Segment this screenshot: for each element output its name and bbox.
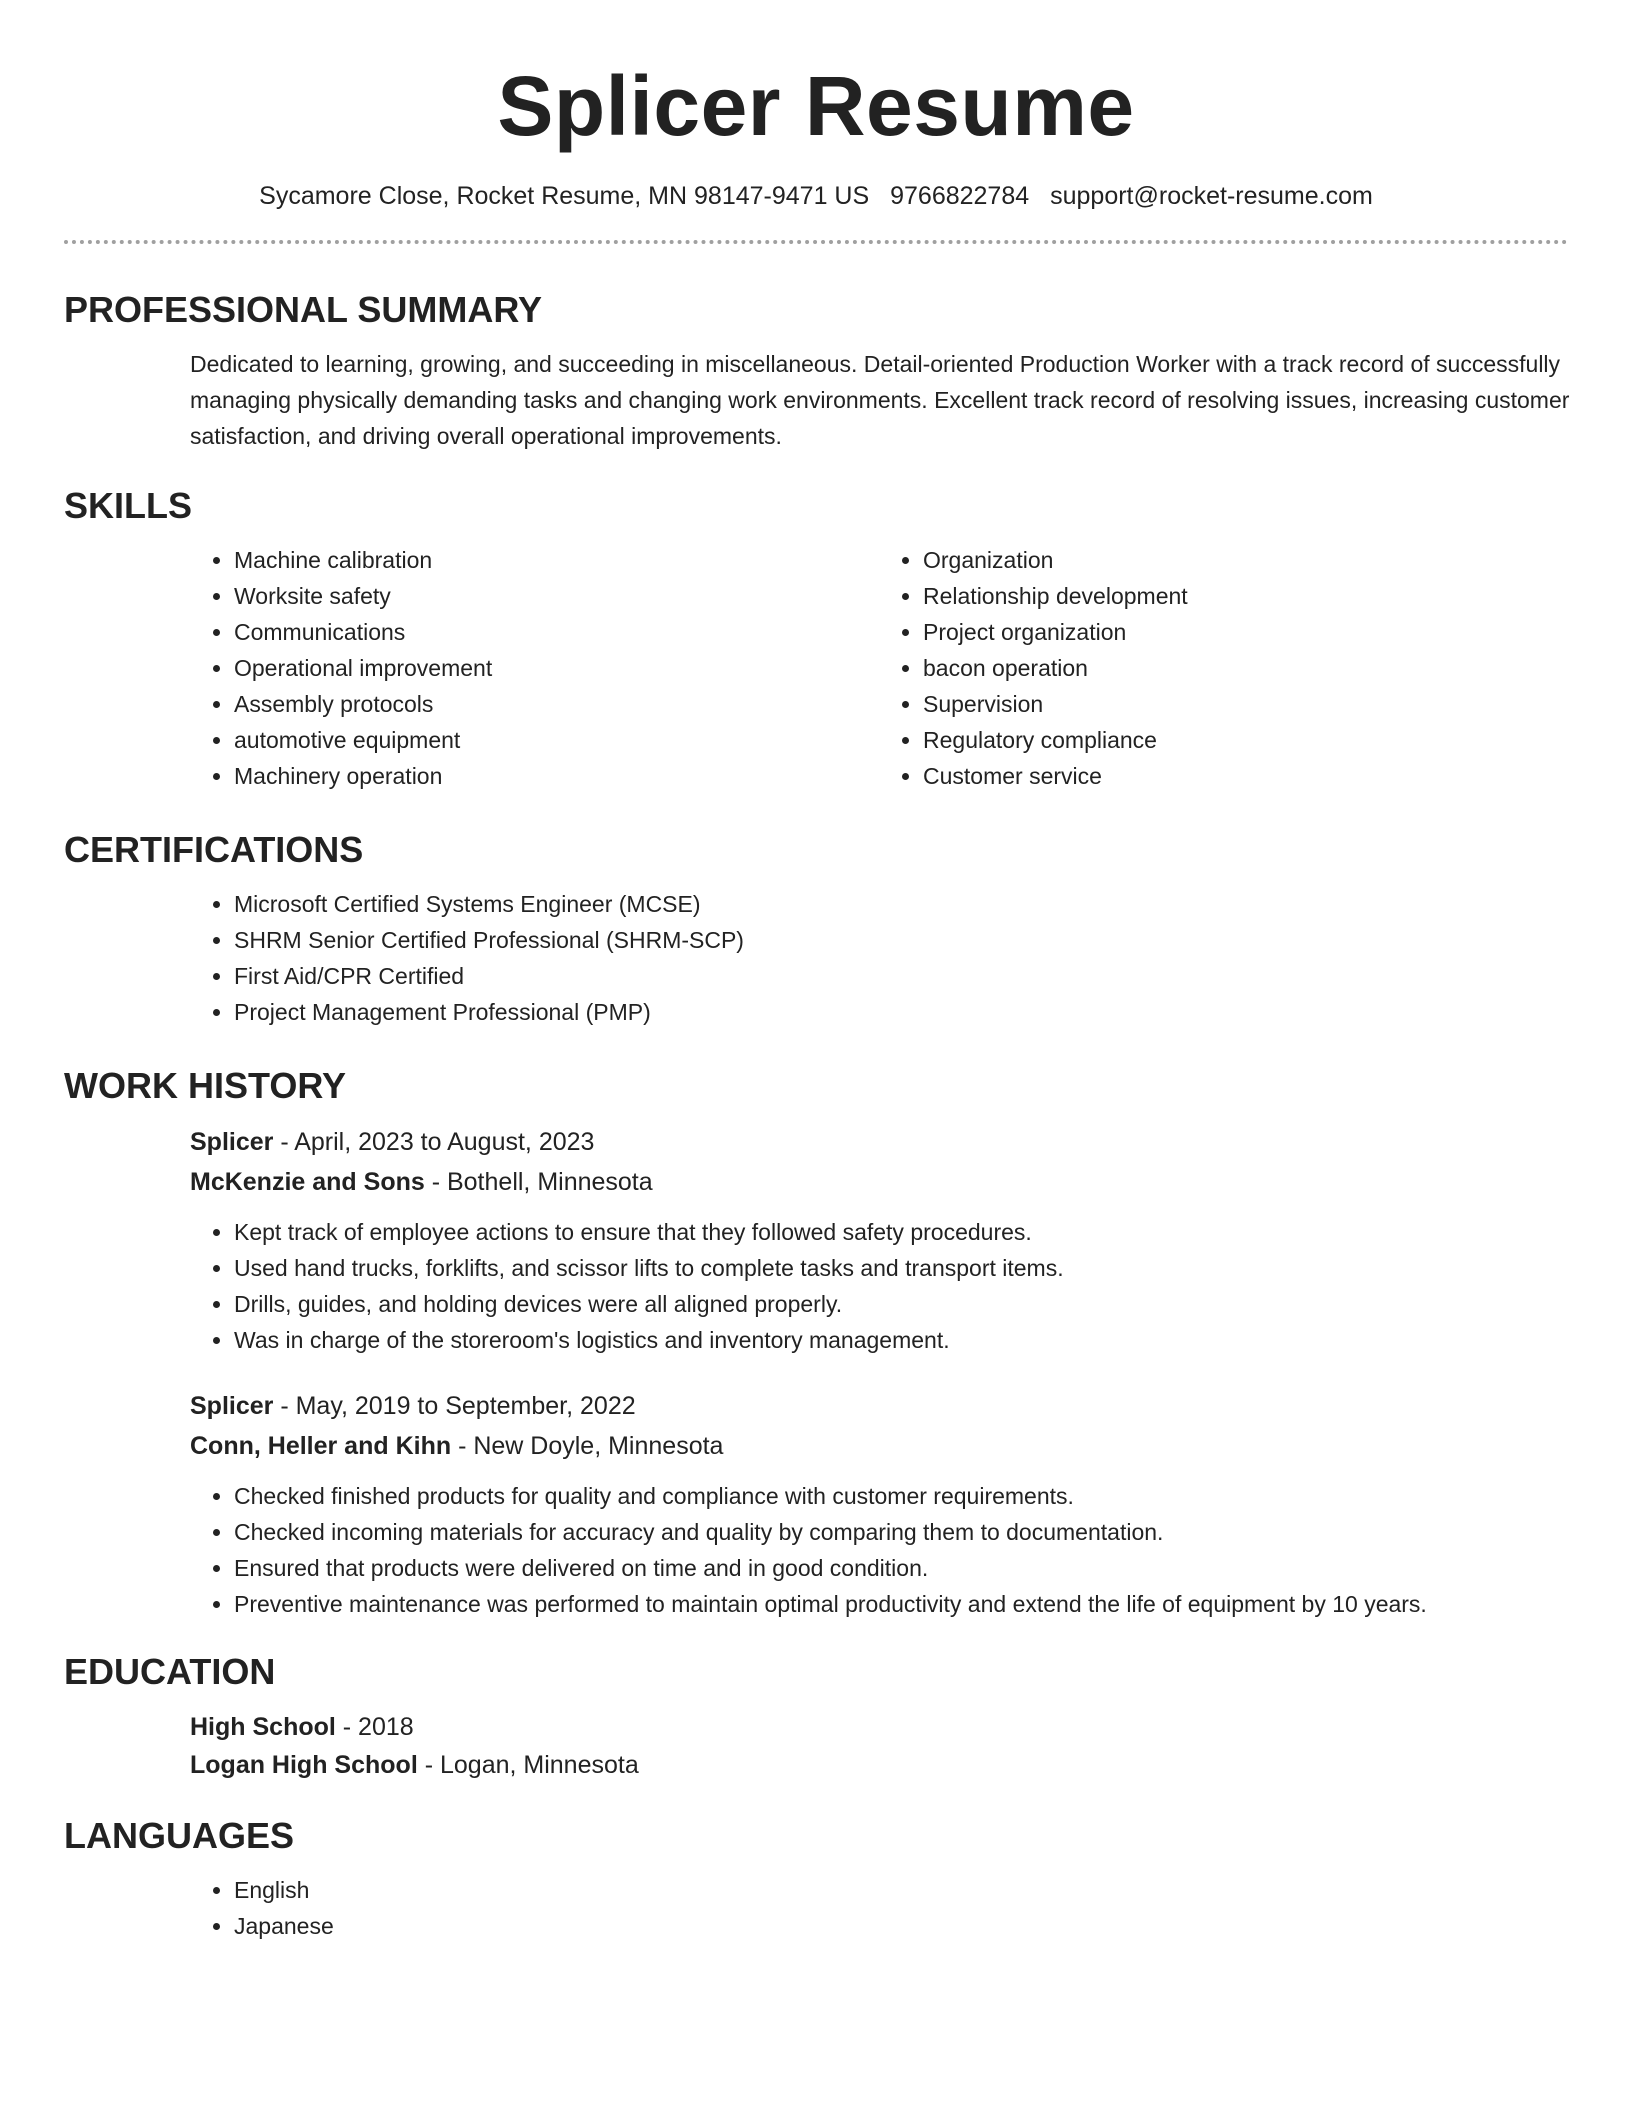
languages-list <box>190 1872 1568 1944</box>
list-item: • Assembly protocols <box>234 686 879 722</box>
job-duties <box>190 1214 1568 1358</box>
education-location: - Logan, Minnesota <box>417 1751 639 1779</box>
list-item: • SHRM Senior Certified Professional (SHRM-SCP) <box>234 922 1568 958</box>
job-role: Splicer <box>190 1128 274 1156</box>
list-item: • Microsoft Certified Systems Engineer (MCSE) <box>234 886 1568 922</box>
list-item: • Supervision <box>923 686 1568 722</box>
job-entry <box>190 1122 1568 1358</box>
list-item: • Machinery operation <box>234 758 879 794</box>
contact-line <box>64 178 1568 214</box>
job-company-line <box>190 1426 1568 1466</box>
job-role-line <box>190 1386 1568 1426</box>
summary-text: Dedicated to learning, growing, and succeeding in miscellaneous. Detail-oriented Production Worker with a track record of successfully managing physically demanding tasks and changing work environments. Excellent track record of resolving issues, increasing customer satisfaction, and driving overall operational improvements. <box>190 351 1570 449</box>
skills-grid <box>190 542 1568 794</box>
list-item: • Checked incoming materials for accuracy and quality by comparing them to documentation. <box>234 1514 1568 1550</box>
list-item: • English <box>234 1872 1568 1908</box>
list-item: • Was in charge of the storeroom's logistics and inventory management. <box>234 1322 1568 1358</box>
list-item: • automotive equipment <box>234 722 879 758</box>
languages-body <box>190 1872 1568 1944</box>
list-item: • Preventive maintenance was performed to maintain optimal productivity and extend the life of equipment by 10 years. <box>234 1586 1568 1622</box>
contact-email: support@rocket-resume.com <box>1050 182 1373 210</box>
certifications-section <box>64 828 1568 1030</box>
work-title: WORK HISTORY <box>64 1065 347 1106</box>
list-item: • Regulatory compliance <box>923 722 1568 758</box>
list-item: • Relationship development <box>923 578 1568 614</box>
certifications-body <box>190 886 1568 1030</box>
job-company: McKenzie and Sons <box>190 1168 425 1196</box>
languages-section <box>64 1814 1568 1944</box>
list-item: • Communications <box>234 614 879 650</box>
resume-title: Splicer Resume <box>497 59 1135 153</box>
education-school: Logan High School <box>190 1751 418 1779</box>
list-item: • bacon operation <box>923 650 1568 686</box>
list-item: • Kept track of employee actions to ensure that they followed safety procedures. <box>234 1214 1568 1250</box>
skills-list-left <box>190 542 879 794</box>
header-divider <box>64 240 1568 244</box>
list-item: • Ensured that products were delivered on time and in good condition. <box>234 1550 1568 1586</box>
job-dates: - May, 2019 to September, 2022 <box>273 1392 636 1420</box>
list-item: • Project Management Professional (PMP) <box>234 994 1568 1030</box>
education-degree: High School <box>190 1713 336 1741</box>
job-company: Conn, Heller and Kihn <box>190 1432 452 1460</box>
education-school-line <box>190 1746 1568 1784</box>
skills-title: SKILLS <box>64 485 193 526</box>
education-year: - 2018 <box>335 1713 414 1741</box>
job-duties <box>190 1478 1568 1622</box>
job-location: - Bothell, Minnesota <box>424 1168 653 1196</box>
job-entry <box>190 1386 1568 1622</box>
certifications-list <box>190 886 1568 1030</box>
list-item: • Checked finished products for quality and compliance with customer requirements. <box>234 1478 1568 1514</box>
education-body <box>190 1708 1568 1784</box>
list-item: • First Aid/CPR Certified <box>234 958 1568 994</box>
education-section <box>64 1650 1568 1784</box>
work-section <box>64 1064 1568 1622</box>
list-item: • Worksite safety <box>234 578 879 614</box>
education-title: EDUCATION <box>64 1651 276 1692</box>
contact-address: Sycamore Close, Rocket Resume, MN 98147-9471 US <box>259 182 870 210</box>
list-item: • Japanese <box>234 1908 1568 1944</box>
resume-header <box>64 0 1568 214</box>
job-dates: - April, 2023 to August, 2023 <box>273 1128 595 1156</box>
summary-section <box>64 288 1568 454</box>
list-item: • Drills, guides, and holding devices were all aligned properly. <box>234 1286 1568 1322</box>
certifications-title: CERTIFICATIONS <box>64 829 364 870</box>
skills-list-right <box>879 542 1568 794</box>
summary-body <box>190 346 1568 454</box>
job-role-line <box>190 1122 1568 1162</box>
work-body <box>190 1122 1568 1622</box>
list-item: • Machine calibration <box>234 542 879 578</box>
job-company-line <box>190 1162 1568 1202</box>
contact-phone: 9766822784 <box>890 182 1030 210</box>
skills-section <box>64 484 1568 794</box>
list-item: • Operational improvement <box>234 650 879 686</box>
list-item: • Customer service <box>923 758 1568 794</box>
list-item: • Used hand trucks, forklifts, and scissor lifts to complete tasks and transport items. <box>234 1250 1568 1286</box>
education-degree-line <box>190 1708 1568 1746</box>
job-location: - New Doyle, Minnesota <box>451 1432 724 1460</box>
summary-title: PROFESSIONAL SUMMARY <box>64 289 543 330</box>
job-role: Splicer <box>190 1392 274 1420</box>
languages-title: LANGUAGES <box>64 1815 295 1856</box>
list-item: • Organization <box>923 542 1568 578</box>
list-item: • Project organization <box>923 614 1568 650</box>
